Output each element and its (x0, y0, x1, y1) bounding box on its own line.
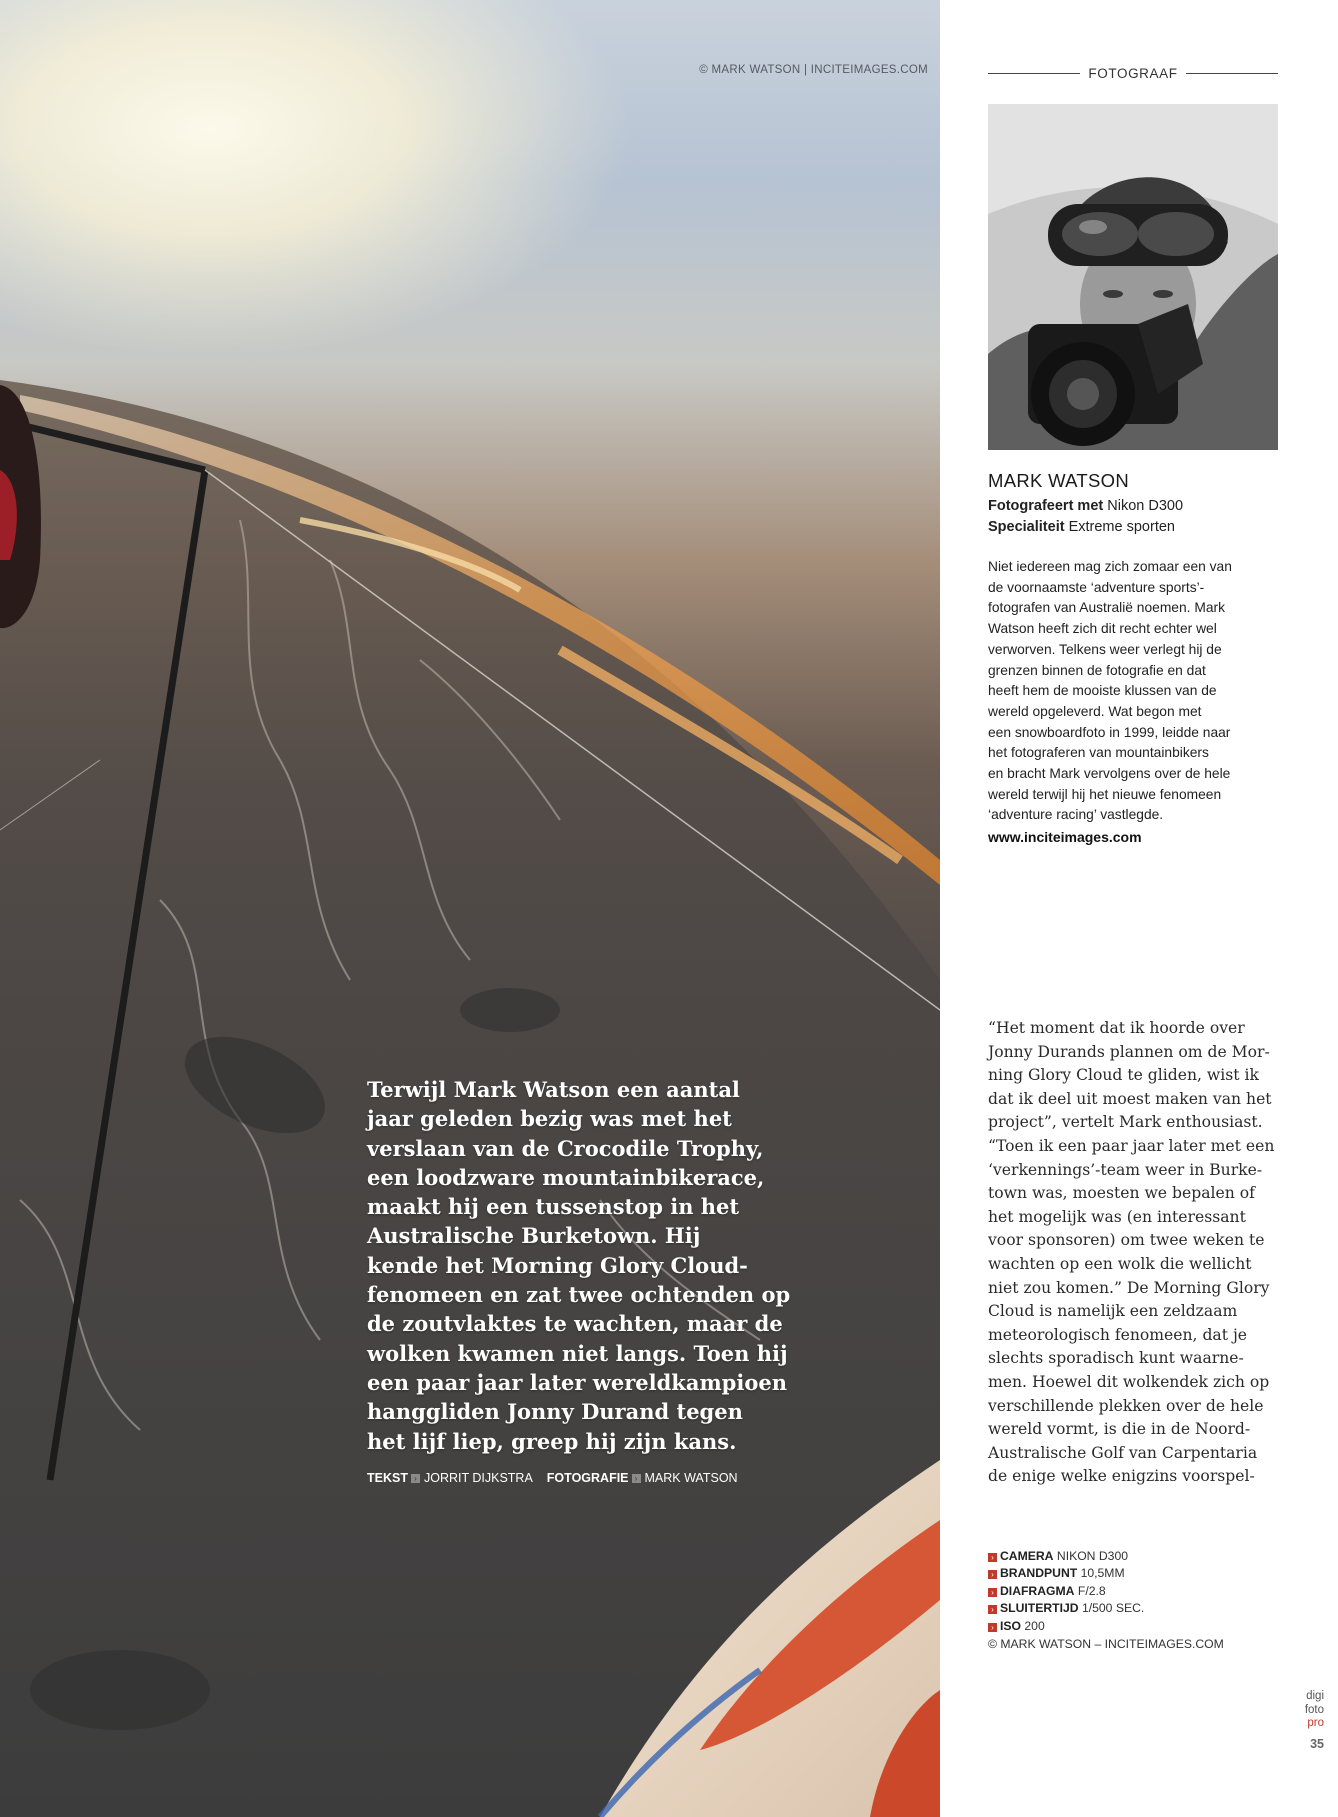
spec-row (988, 1618, 1278, 1635)
section-rubric (988, 64, 1278, 82)
intro-line: Australische Burketown. Hij (367, 1223, 701, 1249)
chevron-right-icon: › (988, 1623, 997, 1632)
logo-line: pro (1307, 1717, 1324, 1729)
speciality-label: Specialiteit (988, 519, 1065, 535)
chevron-right-icon: › (988, 1588, 997, 1597)
bio-line: grenzen binnen de fotografie en dat (988, 662, 1206, 678)
chevron-right-icon: › (411, 1474, 420, 1483)
photo-author: MARK WATSON (644, 1471, 738, 1485)
spec-row (988, 1548, 1278, 1565)
camera-label: Fotografeert met (988, 498, 1104, 514)
body-line: Cloud is namelijk een zeldzaam (988, 1302, 1238, 1321)
photo-specs (988, 1548, 1278, 1653)
intro-line: maakt hij een tussenstop in het (367, 1194, 740, 1220)
body-line: verschillende plekken over de hele (988, 1396, 1264, 1415)
portrait-image (988, 104, 1278, 450)
intro-line: kende het Morning Glory Cloud- (367, 1252, 748, 1278)
body-line: meteorologisch fenomeen, dat je (988, 1325, 1248, 1344)
bio-line: Watson heeft zich dit recht echter wel (988, 621, 1217, 637)
bio-line: wereld terwijl hij het nieuwe fenomeen (988, 786, 1222, 802)
spec-label: ISO (1000, 1618, 1021, 1633)
spec-copyright: © MARK WATSON – INCITEIMAGES.COM (988, 1637, 1224, 1652)
bio-line: een snowboardfoto in 1999, leidde naar (988, 724, 1231, 740)
body-line: Jonny Durands plannen om de Mor- (988, 1042, 1270, 1061)
body-line: het mogelijk was (en interessant (988, 1207, 1246, 1226)
text-author: JORRIT DIJKSTRA (423, 1471, 533, 1485)
intro-line: de zoutvlaktes te wachten, maar de (367, 1311, 783, 1337)
logo-line: digi (1306, 1690, 1324, 1702)
body-line: dat ik deel uit moest maken van het (988, 1089, 1272, 1108)
intro-line: het lijf liep, greep hij zijn kans. (367, 1428, 737, 1454)
intro-line: fenomeen en zat twee ochtenden op (367, 1282, 791, 1308)
photographer-meta (988, 496, 1278, 538)
body-line: “Toen ik een paar jaar later met een (988, 1136, 1275, 1155)
body-line: project”, vertelt Mark enthousiast. (988, 1113, 1263, 1132)
bio-line: verworven. Telkens weer verlegt hij de (988, 641, 1222, 657)
intro-line: jaar geleden bezig was met het (367, 1106, 732, 1132)
bio-line: en bracht Mark vervolgens over de hele (988, 766, 1231, 782)
bio-line: het fotograferen van mountainbikers (988, 745, 1209, 761)
intro-line: verslaan van de Crocodile Trophy, (367, 1135, 764, 1161)
body-line: de enige welke enigzins voorspel- (988, 1467, 1255, 1486)
spec-label: CAMERA (1000, 1549, 1054, 1563)
spec-label: DIAFRAGMA (1000, 1583, 1075, 1598)
chevron-right-icon: › (988, 1605, 997, 1614)
body-line: slechts sporadisch kunt waarne- (988, 1349, 1244, 1368)
body-line: “Het moment dat ik hoorde over (988, 1019, 1245, 1037)
chevron-right-icon: › (988, 1553, 997, 1562)
spec-value: F/2.8 (1077, 1583, 1106, 1598)
article-credits (367, 1471, 738, 1485)
rubric-label: FOTOGRAAF (1088, 65, 1178, 81)
bio-line: de voornaamste ‘adventure sports’- (988, 579, 1205, 595)
spec-value: 10,5MM (1080, 1566, 1125, 1581)
photographer-name: MARK WATSON (988, 470, 1130, 491)
photographer-portrait (988, 104, 1278, 450)
photo-credit: © MARK WATSON | INCITEIMAGES.COM (699, 64, 928, 76)
divider (988, 73, 1080, 74)
intro-paragraph (367, 1075, 807, 1456)
spec-row (988, 1600, 1278, 1617)
chevron-right-icon: › (632, 1474, 641, 1483)
body-line: Australische Golf van Carpentaria (988, 1443, 1258, 1462)
intro-line: een paar jaar later wereldkampioen (367, 1369, 787, 1395)
spec-row (988, 1565, 1278, 1582)
page-number: 35 (1310, 1736, 1324, 1751)
bio-line: heeft hem de mooiste klussen van de (988, 683, 1217, 699)
camera-value: Nikon D300 (1107, 498, 1184, 514)
body-line: men. Hoewel dit wolkendek zich op (988, 1372, 1270, 1391)
spec-value: 200 (1024, 1618, 1045, 1633)
bio-line: fotografen van Australië noemen. Mark (988, 600, 1225, 616)
spec-row (988, 1583, 1278, 1600)
intro-line: hanggliden Jonny Durand tegen (367, 1399, 743, 1425)
body-line: voor sponsoren) om twee weken te (988, 1231, 1265, 1250)
spec-value: 1/500 SEC. (1081, 1601, 1145, 1616)
magazine-logo (1305, 1690, 1324, 1731)
spec-label: BRANDPUNT (1000, 1566, 1078, 1581)
page-folio (1305, 1690, 1324, 1751)
body-line: ning Glory Cloud te gliden, wist ik (988, 1066, 1259, 1085)
intro-line: wolken kwamen niet langs. Toen hij (367, 1340, 788, 1366)
spec-value: NIKON D300 (1056, 1549, 1129, 1563)
photo-label: FOTOGRAFIE (546, 1471, 629, 1485)
divider (1186, 73, 1278, 74)
body-line: town was, moesten we bepalen of (988, 1184, 1255, 1203)
spec-label: SLUITERTIJD (1000, 1601, 1079, 1616)
intro-line: Terwijl Mark Watson een aantal (367, 1077, 740, 1102)
bio-line: wereld opgeleverd. Wat begon met (988, 703, 1202, 719)
body-line: wereld vormt, is die in de Noord- (988, 1420, 1251, 1439)
body-line: niet zou komen.” De Morning Glory (988, 1278, 1270, 1297)
body-line: ‘verkennings’-team weer in Burke- (988, 1160, 1263, 1179)
speciality-value: Extreme sporten (1068, 519, 1175, 535)
bio-line: ‘adventure racing’ vastlegde. (988, 807, 1164, 823)
logo-line: foto (1304, 1703, 1324, 1716)
body-line: wachten op een wolk die wellicht (988, 1254, 1252, 1273)
text-label: TEKST (367, 1471, 408, 1485)
intro-line: een loodzware mountainbikerace, (367, 1164, 765, 1190)
bio-line: Niet iedereen mag zich zomaar een van (988, 559, 1232, 574)
article-body (988, 1017, 1278, 1489)
photographer-bio (988, 557, 1278, 826)
photographer-website-link[interactable]: www.inciteimages.com (988, 829, 1142, 845)
chevron-right-icon: › (988, 1570, 997, 1579)
